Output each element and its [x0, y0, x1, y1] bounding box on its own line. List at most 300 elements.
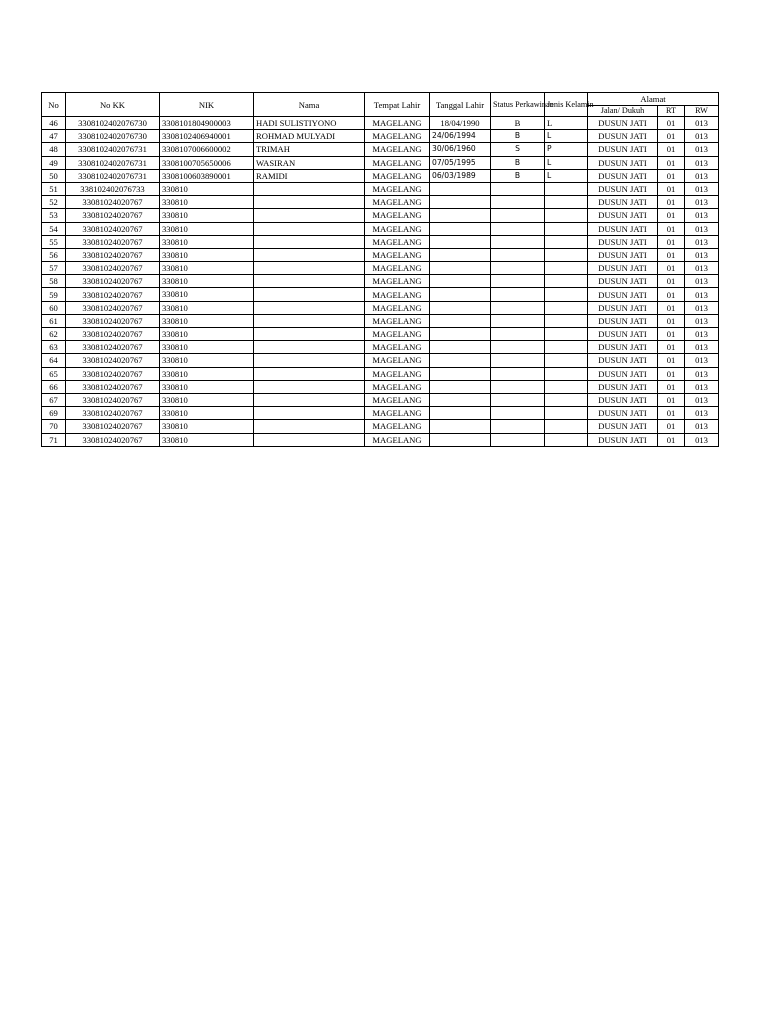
- cell-rt: 01: [658, 222, 685, 235]
- table-row: [42, 182, 719, 195]
- cell-jenis-kelamin: [545, 235, 588, 248]
- cell-rw: 013: [685, 169, 719, 182]
- cell-tanggal-lahir: [430, 420, 491, 433]
- cell-nik: 330810: [160, 328, 254, 341]
- cell-jalan-dukuh: DUSUN JATI: [588, 222, 658, 235]
- cell-jenis-kelamin: [545, 288, 588, 301]
- cell-nama: [254, 407, 365, 420]
- cell-tanggal-lahir: 30/06/1960: [430, 143, 491, 156]
- cell-nama: TRIMAH: [254, 143, 365, 156]
- cell-jalan-dukuh: DUSUN JATI: [588, 354, 658, 367]
- cell-jenis-kelamin: [545, 420, 588, 433]
- cell-rt: 01: [658, 275, 685, 288]
- cell-status: [491, 433, 545, 446]
- cell-no-kk: 33081024020767: [66, 354, 160, 367]
- cell-no-kk: 3308102402076731: [66, 143, 160, 156]
- cell-rt: 01: [658, 130, 685, 143]
- cell-no: 60: [42, 301, 66, 314]
- cell-tanggal-lahir: 24/06/1994: [430, 130, 491, 143]
- cell-nik: 330810: [160, 367, 254, 380]
- cell-nama: HADI SULISTIYONO: [254, 117, 365, 130]
- header-nama: Nama: [254, 93, 365, 117]
- cell-rt: 01: [658, 169, 685, 182]
- cell-status: [491, 262, 545, 275]
- cell-nama: WASIRAN: [254, 156, 365, 169]
- cell-tanggal-lahir: [430, 262, 491, 275]
- cell-rw: 013: [685, 314, 719, 327]
- cell-tanggal-lahir: 07/05/1995: [430, 156, 491, 169]
- cell-tanggal-lahir: [430, 341, 491, 354]
- cell-nik: 330810: [160, 235, 254, 248]
- cell-status: B: [491, 130, 545, 143]
- cell-no: 61: [42, 314, 66, 327]
- cell-jenis-kelamin: L: [545, 156, 588, 169]
- cell-status: [491, 420, 545, 433]
- cell-jenis-kelamin: [545, 222, 588, 235]
- cell-status: [491, 314, 545, 327]
- cell-jalan-dukuh: DUSUN JATI: [588, 341, 658, 354]
- cell-no-kk: 33081024020767: [66, 275, 160, 288]
- cell-jalan-dukuh: DUSUN JATI: [588, 196, 658, 209]
- cell-nik: 330810: [160, 288, 254, 301]
- cell-jenis-kelamin: [545, 275, 588, 288]
- cell-tanggal-lahir: [430, 314, 491, 327]
- cell-nama: [254, 196, 365, 209]
- table-row: [42, 354, 719, 367]
- cell-no-kk: 33081024020767: [66, 235, 160, 248]
- cell-jalan-dukuh: DUSUN JATI: [588, 380, 658, 393]
- table-row: [42, 143, 719, 156]
- cell-tanggal-lahir: [430, 301, 491, 314]
- cell-tempat-lahir: MAGELANG: [365, 248, 430, 261]
- table-row: [42, 156, 719, 169]
- cell-status: [491, 367, 545, 380]
- cell-rw: 013: [685, 380, 719, 393]
- cell-no-kk: 33081024020767: [66, 314, 160, 327]
- cell-nik: 330810: [160, 275, 254, 288]
- table-row: [42, 130, 719, 143]
- table-row: [42, 407, 719, 420]
- cell-tempat-lahir: MAGELANG: [365, 314, 430, 327]
- cell-nama: [254, 288, 365, 301]
- cell-nik: 3308107006600002: [160, 143, 254, 156]
- cell-rt: 01: [658, 196, 685, 209]
- cell-status: B: [491, 169, 545, 182]
- cell-rw: 013: [685, 130, 719, 143]
- cell-nama: [254, 222, 365, 235]
- cell-status: [491, 407, 545, 420]
- table-row: [42, 420, 719, 433]
- cell-nama: [254, 328, 365, 341]
- cell-nama: [254, 301, 365, 314]
- cell-status: [491, 275, 545, 288]
- cell-rw: 013: [685, 420, 719, 433]
- cell-rt: 01: [658, 393, 685, 406]
- cell-status: [491, 288, 545, 301]
- cell-jenis-kelamin: [545, 209, 588, 222]
- cell-jalan-dukuh: DUSUN JATI: [588, 248, 658, 261]
- cell-nama: [254, 420, 365, 433]
- cell-no-kk: 33081024020767: [66, 301, 160, 314]
- cell-rt: 01: [658, 248, 685, 261]
- cell-rt: 01: [658, 288, 685, 301]
- cell-rw: 013: [685, 328, 719, 341]
- cell-rw: 013: [685, 262, 719, 275]
- cell-jalan-dukuh: DUSUN JATI: [588, 209, 658, 222]
- cell-jalan-dukuh: DUSUN JATI: [588, 433, 658, 446]
- header-no-kk: No KK: [66, 93, 160, 117]
- cell-nik: 330810: [160, 248, 254, 261]
- cell-tanggal-lahir: [430, 288, 491, 301]
- cell-tempat-lahir: MAGELANG: [365, 393, 430, 406]
- cell-status: [491, 393, 545, 406]
- cell-nik: 330810: [160, 380, 254, 393]
- cell-rt: 01: [658, 314, 685, 327]
- cell-rt: 01: [658, 407, 685, 420]
- cell-tempat-lahir: MAGELANG: [365, 209, 430, 222]
- cell-nama: [254, 182, 365, 195]
- cell-status: [491, 380, 545, 393]
- cell-tanggal-lahir: [430, 182, 491, 195]
- table-row: [42, 341, 719, 354]
- cell-nik: 330810: [160, 314, 254, 327]
- cell-rw: 013: [685, 182, 719, 195]
- cell-no-kk: 33081024020767: [66, 341, 160, 354]
- cell-rw: 013: [685, 209, 719, 222]
- cell-rt: 01: [658, 117, 685, 130]
- cell-no: 49: [42, 156, 66, 169]
- cell-status: [491, 222, 545, 235]
- cell-tanggal-lahir: [430, 328, 491, 341]
- cell-no-kk: 3308102402076730: [66, 130, 160, 143]
- cell-no-kk: 33081024020767: [66, 393, 160, 406]
- cell-rt: 01: [658, 235, 685, 248]
- cell-jalan-dukuh: DUSUN JATI: [588, 328, 658, 341]
- cell-no: 50: [42, 169, 66, 182]
- cell-nik: 330810: [160, 222, 254, 235]
- cell-tempat-lahir: MAGELANG: [365, 341, 430, 354]
- cell-tempat-lahir: MAGELANG: [365, 380, 430, 393]
- header-nik: NIK: [160, 93, 254, 117]
- cell-no-kk: 33081024020767: [66, 248, 160, 261]
- table-row: [42, 235, 719, 248]
- table-row: [42, 433, 719, 446]
- cell-rw: 013: [685, 433, 719, 446]
- cell-rw: 013: [685, 301, 719, 314]
- cell-tanggal-lahir: [430, 367, 491, 380]
- header-rw: RW: [685, 106, 719, 117]
- cell-no: 66: [42, 380, 66, 393]
- cell-nik: 330810: [160, 433, 254, 446]
- cell-jalan-dukuh: DUSUN JATI: [588, 182, 658, 195]
- cell-nik: 330810: [160, 196, 254, 209]
- cell-jalan-dukuh: DUSUN JATI: [588, 117, 658, 130]
- cell-no-kk: 33081024020767: [66, 209, 160, 222]
- table-row: [42, 275, 719, 288]
- cell-tempat-lahir: MAGELANG: [365, 288, 430, 301]
- cell-jenis-kelamin: [545, 354, 588, 367]
- cell-rt: 01: [658, 420, 685, 433]
- cell-rw: 013: [685, 275, 719, 288]
- cell-nama: [254, 380, 365, 393]
- cell-tempat-lahir: MAGELANG: [365, 407, 430, 420]
- cell-nik: 330810: [160, 393, 254, 406]
- cell-status: [491, 196, 545, 209]
- cell-no: 53: [42, 209, 66, 222]
- cell-rw: 013: [685, 117, 719, 130]
- cell-nama: [254, 262, 365, 275]
- cell-no: 64: [42, 354, 66, 367]
- cell-rt: 01: [658, 209, 685, 222]
- cell-rw: 013: [685, 196, 719, 209]
- cell-rt: 01: [658, 156, 685, 169]
- table-row: [42, 222, 719, 235]
- cell-jenis-kelamin: P: [545, 143, 588, 156]
- cell-rt: 01: [658, 341, 685, 354]
- cell-jenis-kelamin: L: [545, 169, 588, 182]
- cell-no: 56: [42, 248, 66, 261]
- cell-jalan-dukuh: DUSUN JATI: [588, 407, 658, 420]
- table-header: [42, 93, 719, 117]
- cell-tempat-lahir: MAGELANG: [365, 222, 430, 235]
- cell-status: B: [491, 156, 545, 169]
- header-alamat: Alamat: [588, 93, 719, 106]
- cell-rw: 013: [685, 341, 719, 354]
- cell-rw: 013: [685, 407, 719, 420]
- cell-rw: 013: [685, 393, 719, 406]
- cell-jalan-dukuh: DUSUN JATI: [588, 367, 658, 380]
- cell-rt: 01: [658, 182, 685, 195]
- table-row: [42, 248, 719, 261]
- cell-jenis-kelamin: [545, 367, 588, 380]
- header-status-perkawinan: Status Perkawinan: [491, 93, 545, 117]
- cell-status: [491, 328, 545, 341]
- cell-rt: 01: [658, 354, 685, 367]
- cell-jenis-kelamin: [545, 433, 588, 446]
- cell-nik: 3308102406940001: [160, 130, 254, 143]
- cell-tanggal-lahir: [430, 354, 491, 367]
- cell-no-kk: 33081024020767: [66, 407, 160, 420]
- table-row: [42, 393, 719, 406]
- cell-no-kk: 3308102402076730: [66, 117, 160, 130]
- cell-tempat-lahir: MAGELANG: [365, 130, 430, 143]
- cell-jenis-kelamin: [545, 407, 588, 420]
- cell-jenis-kelamin: L: [545, 117, 588, 130]
- cell-nama: [254, 248, 365, 261]
- cell-no: 54: [42, 222, 66, 235]
- cell-no: 58: [42, 275, 66, 288]
- cell-tempat-lahir: MAGELANG: [365, 196, 430, 209]
- cell-no-kk: 33081024020767: [66, 367, 160, 380]
- cell-nama: [254, 341, 365, 354]
- cell-status: [491, 301, 545, 314]
- cell-rt: 01: [658, 262, 685, 275]
- table-row: [42, 314, 719, 327]
- cell-jalan-dukuh: DUSUN JATI: [588, 275, 658, 288]
- cell-nik: 330810: [160, 420, 254, 433]
- cell-tempat-lahir: MAGELANG: [365, 169, 430, 182]
- cell-rt: 01: [658, 328, 685, 341]
- cell-no: 55: [42, 235, 66, 248]
- cell-rw: 013: [685, 222, 719, 235]
- cell-nik: 330810: [160, 407, 254, 420]
- cell-nik: 3308101804900003: [160, 117, 254, 130]
- cell-no: 57: [42, 262, 66, 275]
- table-row: [42, 196, 719, 209]
- cell-jenis-kelamin: [545, 248, 588, 261]
- cell-nama: [254, 354, 365, 367]
- cell-status: [491, 341, 545, 354]
- cell-nik: 330810: [160, 262, 254, 275]
- cell-no: 67: [42, 393, 66, 406]
- cell-tempat-lahir: MAGELANG: [365, 328, 430, 341]
- cell-tanggal-lahir: [430, 275, 491, 288]
- cell-rt: 01: [658, 433, 685, 446]
- cell-no: 65: [42, 367, 66, 380]
- cell-tanggal-lahir: [430, 209, 491, 222]
- cell-tempat-lahir: MAGELANG: [365, 354, 430, 367]
- cell-jalan-dukuh: DUSUN JATI: [588, 288, 658, 301]
- table-row: [42, 380, 719, 393]
- cell-nik: 330810: [160, 341, 254, 354]
- cell-no: 70: [42, 420, 66, 433]
- cell-jalan-dukuh: DUSUN JATI: [588, 143, 658, 156]
- cell-rw: 013: [685, 143, 719, 156]
- cell-tempat-lahir: MAGELANG: [365, 143, 430, 156]
- cell-no-kk: 33081024020767: [66, 222, 160, 235]
- cell-jenis-kelamin: [545, 393, 588, 406]
- cell-rt: 01: [658, 367, 685, 380]
- cell-jalan-dukuh: DUSUN JATI: [588, 169, 658, 182]
- cell-nik: 330810: [160, 182, 254, 195]
- cell-rw: 013: [685, 248, 719, 261]
- cell-nik: 330810: [160, 354, 254, 367]
- cell-tanggal-lahir: [430, 393, 491, 406]
- cell-rw: 013: [685, 354, 719, 367]
- cell-tanggal-lahir: 18/04/1990: [430, 117, 491, 130]
- cell-jalan-dukuh: DUSUN JATI: [588, 235, 658, 248]
- table-row: [42, 209, 719, 222]
- cell-jenis-kelamin: L: [545, 130, 588, 143]
- resident-data-table: [41, 92, 719, 447]
- cell-tempat-lahir: MAGELANG: [365, 433, 430, 446]
- cell-jalan-dukuh: DUSUN JATI: [588, 156, 658, 169]
- cell-tanggal-lahir: [430, 407, 491, 420]
- cell-tempat-lahir: MAGELANG: [365, 117, 430, 130]
- cell-status: [491, 354, 545, 367]
- table-row: [42, 117, 719, 130]
- table-row: [42, 367, 719, 380]
- header-no: No: [42, 93, 66, 117]
- cell-tempat-lahir: MAGELANG: [365, 275, 430, 288]
- table-row: [42, 301, 719, 314]
- cell-jenis-kelamin: [545, 328, 588, 341]
- cell-no: 47: [42, 130, 66, 143]
- cell-rw: 013: [685, 235, 719, 248]
- cell-no-kk: 33081024020767: [66, 380, 160, 393]
- cell-tempat-lahir: MAGELANG: [365, 420, 430, 433]
- cell-tanggal-lahir: [430, 433, 491, 446]
- cell-rw: 013: [685, 288, 719, 301]
- cell-tanggal-lahir: [430, 248, 491, 261]
- cell-tempat-lahir: MAGELANG: [365, 235, 430, 248]
- cell-rt: 01: [658, 143, 685, 156]
- cell-nama: ROHMAD MULYADI: [254, 130, 365, 143]
- cell-no: 59: [42, 288, 66, 301]
- cell-rw: 013: [685, 156, 719, 169]
- cell-no-kk: 338102402076733: [66, 182, 160, 195]
- table-row: [42, 328, 719, 341]
- cell-tanggal-lahir: [430, 235, 491, 248]
- cell-no-kk: 33081024020767: [66, 262, 160, 275]
- cell-nama: [254, 235, 365, 248]
- cell-no: 62: [42, 328, 66, 341]
- header-tempat-lahir: Tempat Lahir: [365, 93, 430, 117]
- cell-nik: 3308100705650006: [160, 156, 254, 169]
- cell-tanggal-lahir: [430, 222, 491, 235]
- cell-jalan-dukuh: DUSUN JATI: [588, 301, 658, 314]
- cell-jalan-dukuh: DUSUN JATI: [588, 130, 658, 143]
- cell-tempat-lahir: MAGELANG: [365, 156, 430, 169]
- header-rt: RT: [658, 106, 685, 117]
- cell-jenis-kelamin: [545, 380, 588, 393]
- cell-no: 52: [42, 196, 66, 209]
- header-jalan-dukuh: Jalan/ Dukuh: [588, 106, 658, 117]
- cell-tempat-lahir: MAGELANG: [365, 301, 430, 314]
- cell-nama: [254, 275, 365, 288]
- cell-nik: 3308100603890001: [160, 169, 254, 182]
- cell-status: B: [491, 117, 545, 130]
- cell-tempat-lahir: MAGELANG: [365, 182, 430, 195]
- cell-jalan-dukuh: DUSUN JATI: [588, 393, 658, 406]
- cell-no-kk: 3308102402076731: [66, 156, 160, 169]
- cell-rt: 01: [658, 380, 685, 393]
- cell-nama: [254, 209, 365, 222]
- cell-nama: RAMIDI: [254, 169, 365, 182]
- cell-status: [491, 182, 545, 195]
- cell-no: 48: [42, 143, 66, 156]
- cell-no: 46: [42, 117, 66, 130]
- cell-status: [491, 209, 545, 222]
- cell-tanggal-lahir: [430, 196, 491, 209]
- cell-nama: [254, 393, 365, 406]
- cell-nik: 330810: [160, 209, 254, 222]
- cell-no: 69: [42, 407, 66, 420]
- cell-nik: 330810: [160, 301, 254, 314]
- cell-rw: 013: [685, 367, 719, 380]
- cell-nama: [254, 367, 365, 380]
- cell-no-kk: 33081024020767: [66, 433, 160, 446]
- cell-status: S: [491, 143, 545, 156]
- cell-no: 71: [42, 433, 66, 446]
- cell-no-kk: 33081024020767: [66, 420, 160, 433]
- cell-tanggal-lahir: 06/03/1989: [430, 169, 491, 182]
- table-row: [42, 262, 719, 275]
- cell-jenis-kelamin: [545, 341, 588, 354]
- cell-nama: [254, 314, 365, 327]
- cell-jenis-kelamin: [545, 182, 588, 195]
- cell-jenis-kelamin: [545, 314, 588, 327]
- table-body: [42, 117, 719, 447]
- cell-jalan-dukuh: DUSUN JATI: [588, 314, 658, 327]
- cell-no-kk: 33081024020767: [66, 328, 160, 341]
- cell-no-kk: 33081024020767: [66, 288, 160, 301]
- cell-tanggal-lahir: [430, 380, 491, 393]
- cell-jenis-kelamin: [545, 262, 588, 275]
- cell-tempat-lahir: MAGELANG: [365, 262, 430, 275]
- cell-jalan-dukuh: DUSUN JATI: [588, 420, 658, 433]
- cell-status: [491, 235, 545, 248]
